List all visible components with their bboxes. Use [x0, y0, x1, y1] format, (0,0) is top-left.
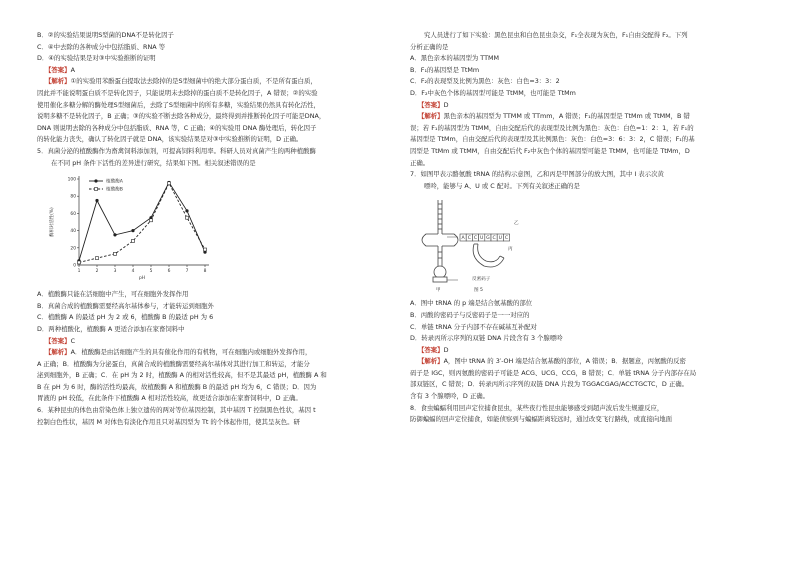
figure-caption: 图 5: [474, 288, 483, 294]
y-tick-label: 80: [70, 194, 76, 200]
analysis-text: ①的实验用苯酚蛋白提取法去除掉的是S型细菌中的绝大部分蛋白质，不是所有蛋白质，: [70, 77, 317, 86]
data-point-b: [204, 248, 207, 251]
answer-value: D: [443, 345, 449, 354]
right-column: [410, 30, 755, 426]
x-tick-label: 1: [77, 269, 81, 275]
q6-option-b: B．F₁的基因型是 TtMm: [410, 65, 480, 74]
q7-analysis-line: [410, 356, 755, 368]
jia-label: 甲: [436, 288, 441, 294]
q6-analysis-line: [410, 111, 755, 123]
codon-base: G: [486, 236, 490, 242]
codon-base: C: [467, 236, 471, 242]
q5-analysis-line: [37, 347, 382, 359]
chart-svg: [45, 171, 215, 287]
analysis-tag: 【解析】: [45, 77, 71, 86]
q4-analysis-line: [37, 76, 382, 88]
answer-value: A: [70, 65, 75, 74]
q6-answer: [410, 100, 755, 112]
q7-analysis-line: 部双链区，C 错误；D．转录丙所示序列的双链 DNA 片段为 TGGACGAG/ACCTGCTC，D 正确。: [410, 380, 689, 389]
data-point-b: [78, 261, 81, 264]
q4-analysis-line: 因此并不能说明蛋白质不是转化因子，只能说明未去除掉的蛋白质不是转化因子，A 错误；②的实验: [37, 88, 318, 97]
q7-stem: 嘌呤，能够与 A、U 或 C 配对。下列有关叙述正确的是: [424, 181, 580, 190]
codon-base: C: [504, 236, 509, 242]
answer-tag: 【答案】: [418, 100, 444, 109]
q6-stem-continued: 分析正确的是: [410, 42, 449, 51]
q6-analysis-line: 基因型是 TtMm，自由交配后代的表现型及其比例黑色：灰色：白色=3：6：3：2，C 错误；F₁的基: [410, 135, 695, 144]
answer-value: D: [443, 100, 449, 109]
data-point-b: [96, 257, 99, 260]
q6-stem-continued: 究人员进行了如下实验：黑色昆虫和白色昆虫杂交，F₁全表现为灰色，F₁自由交配得 F₂。下列: [424, 31, 688, 39]
data-point-b: [168, 182, 171, 185]
q4-analysis-line: 的转化能力丧失，确认了转化因子就是 DNA，该实验结果是对③中实验推断的证明，D 正确。: [37, 135, 303, 144]
data-point-b: [114, 252, 117, 255]
x-tick-label: 7: [185, 269, 189, 275]
legend-label: 植酸酶B: [106, 187, 123, 193]
q4-option-b: B．②的实验结果说明S型菌的DNA不是转化因子: [37, 31, 174, 39]
q5-stem: 在不同 pH 条件下活性的差异进行研究，结果如下图。相关叙述错误的是: [51, 158, 256, 167]
q5-option-b: B．真菌合成的植酸酶需要经高尔基体参与，才能转运到细胞外: [37, 301, 214, 310]
q7-option-b: B．丙酸的密码子与反密码子是一一对应的: [410, 310, 530, 319]
q5-answer: [37, 336, 382, 348]
y-tick-label: 100: [67, 177, 76, 183]
data-point-a: [131, 229, 134, 232]
y-axis-label: 酶相对活性(%): [50, 207, 55, 237]
data-point-b: [132, 240, 135, 243]
enzyme-activity-chart: [45, 171, 382, 287]
analysis-tag: 【解析】: [45, 348, 71, 357]
q5-stem: 5．真菌分泌的植酸酶作为畜禽饲料添加剂，可提高饲料利用率。科研人员对真菌产生的两种植酸酶: [37, 146, 316, 155]
q7-stem: 7．如图甲表示酪氨酸 tRNA 的结构示意图，乙和丙是甲图部分的放大图，其中 I 表示次黄: [410, 170, 664, 179]
q4-answer: [37, 65, 382, 77]
q5-option-a: A．植酸酶只能在活细胞中产生，可在细胞外发挥作用: [37, 290, 189, 299]
y-tick-label: 40: [70, 229, 76, 235]
data-point-b: [150, 219, 153, 222]
codon-base: C: [492, 236, 496, 242]
q4-analysis-line: 使用催化多糖分解的酶处理S型细菌后，去除了S型细菌中的所有多糖，实验结果仍然具有转化活性，: [37, 100, 320, 109]
q8-stem: 8．食虫蝙蝠利用回声定位捕食昆虫，某些夜行性昆虫能够感受到超声波后发生规避反应，: [410, 403, 664, 412]
x-tick-label: 2: [95, 269, 99, 275]
legend-marker: [95, 188, 98, 191]
q7-option-d: D．转录丙所示序列的双链 DNA 片段含有 3 个腺嘌呤: [410, 334, 563, 343]
q6-stem: 控制白色性状，基因 M 对体色有淡化作用且只对基因型为 Tt 的个体起作用，使其呈灰色。研: [37, 417, 300, 426]
q4-analysis-line: DNA 则说明去除的各种成分中包括脂质、RNA 等，C 正确；④的实验用 DNA 酶处理后，转化因子: [37, 123, 317, 132]
q5-option-d: D．两种植酸化，植酸酶 A 更适合添加在家畜饲料中: [37, 324, 185, 333]
legend-marker: [94, 180, 97, 183]
q8-stem: 防御蝙蝠的回声定位捕食，如能侦察到与蝙蝠距离较远时，通过改变飞行路线，或直接向地面: [410, 415, 673, 424]
analysis-tag: 【解析】: [418, 112, 444, 121]
x-tick-label: 8: [203, 269, 207, 275]
left-column: [37, 30, 382, 428]
answer-tag: 【答案】: [45, 65, 71, 74]
q6-stem: 6．某种昆虫的体色由常染色体上独立遗传的两对等位基因控制，其中基因 T 控制黑色性状，基因 t: [37, 406, 316, 415]
yi-label: 乙: [514, 221, 519, 227]
analysis-tag: 【解析】: [418, 357, 444, 366]
answer-value: C: [70, 336, 76, 345]
q6-option-c: C．F₂的表现型及比例为黑色：灰色：白色=3：3：2: [410, 77, 560, 86]
x-tick-label: 3: [113, 269, 117, 275]
q7-option-c: C．单链 tRNA 分子内部不存在碱基互补配对: [410, 322, 537, 331]
codon-base: C: [473, 236, 478, 242]
q5-option-c: C．植酸酶 A 的最适 pH 为 2 或 6，植酸酶 B 的最适 pH 为 6: [37, 313, 214, 322]
q5-analysis-line: B 在 pH 为 6 时，酶的活性均最高，故植酸酶 A 和植酸酶 B 的最适 pH 均为 6，C 错误；D．因为: [37, 382, 317, 391]
data-point-a: [113, 233, 116, 236]
answer-tag: 【答案】: [45, 336, 71, 345]
x-tick-label: 6: [167, 269, 171, 275]
q6-option-d: D．F₂中灰色个体的基因型可能是 TtMM，也可能是 TtMm: [410, 88, 576, 97]
codon-base: U: [480, 236, 484, 242]
q7-answer: [410, 345, 755, 357]
y-tick-label: 60: [70, 212, 76, 218]
q6-option-a: A．黑色亲本的基因型为 TTMM: [410, 54, 500, 63]
q5-analysis-line: 泌到细胞外，B 正确；C．在 pH 为 2 时，植酸酶 A 的相对活性较高，但不是其最适 pH，植酸酶 A 和: [37, 371, 327, 380]
y-tick-label: 20: [70, 246, 76, 252]
codon-base: A: [461, 236, 465, 242]
q4-analysis-line: 说明多糖不是转化因子，B 正确；③的实验不断去除各种成分，最终得到并推断转化因子可能是DNA，: [37, 112, 326, 121]
anticodon-label: 反密码子: [472, 277, 491, 283]
trna-figure: [414, 194, 755, 298]
codon-strip: [460, 234, 510, 241]
trna-cloverleaf: [422, 200, 458, 282]
series-line-a: [79, 183, 205, 261]
analysis-text: 黑色亲本的基因型为 TTMM 或 TTmm，A 错误；F₁的基因型是 TtMm 或 TtMM，B 错: [443, 112, 690, 121]
data-point-a: [95, 199, 98, 202]
q6-analysis-line: 正确。: [410, 158, 430, 167]
q5-analysis-line: 胃液的 pH 较低，在此条件下植酸酶 A 相对活性较高，故更适合添加在家畜饲料中，D 正确。: [37, 394, 302, 403]
codon-base: U: [498, 236, 502, 242]
analysis-text: A．植酸酶是由活细胞产生的具有催化作用的有机物，可在细胞内或细胞外发挥作用，: [70, 348, 312, 357]
q5-analysis-line: A 正确；B．植酸酶为分泌蛋白，真菌合成的植酸酶需要经高尔基体对其进行加工和转运，才能分: [37, 359, 310, 368]
x-tick-label: 4: [131, 269, 135, 275]
q6-analysis-line: 因型是 TtMm 或 TtMM，自由交配后代 F₂中灰色个体的基因型可能是 TtMM，也可能是 TtMm，D: [410, 146, 690, 155]
data-point-b: [186, 216, 189, 219]
y-tick-label: 0: [73, 263, 76, 269]
q7-analysis-line: 含有 3 个腺嘌呤，D 正确。: [410, 392, 489, 401]
bing-label: 丙: [508, 247, 513, 253]
data-point-a: [185, 209, 188, 212]
q7-analysis-line: 码子是 IGC，则丙氨酸的密码子可能是 ACG、UCG、CCG，B 错误；C．单链 tRNA 分子内部存在局: [410, 368, 697, 377]
q6-analysis-line: 误；若 F₁的基因型为 TtMM，自由交配后代的表现型及比例为黑色：灰色：白色=1：2：1，若 F₁的: [410, 123, 694, 132]
legend-label: 植酸酶A: [106, 179, 123, 185]
x-axis-label: pH: [138, 276, 146, 282]
series-line-b: [79, 183, 205, 262]
q7-option-a: A．图中 tRNA 的 p 端是结合氨基酸的部位: [410, 299, 533, 308]
anticodon-hairpin: [473, 244, 504, 267]
q4-option-d: D．④的实验结果是对③中实验推断的证明: [37, 54, 156, 63]
q4-option-c: C．④中去除的各种成分中包括脂质、RNA 等: [37, 42, 166, 51]
trna-diagram: [414, 194, 584, 298]
answer-tag: 【答案】: [418, 345, 444, 354]
analysis-text: A，图中 tRNA 的 3′-OH 端是结合氨基酸的部位，A 错误；B．据题意，丙氨酸的反密: [443, 357, 686, 366]
x-tick-label: 5: [149, 269, 153, 275]
